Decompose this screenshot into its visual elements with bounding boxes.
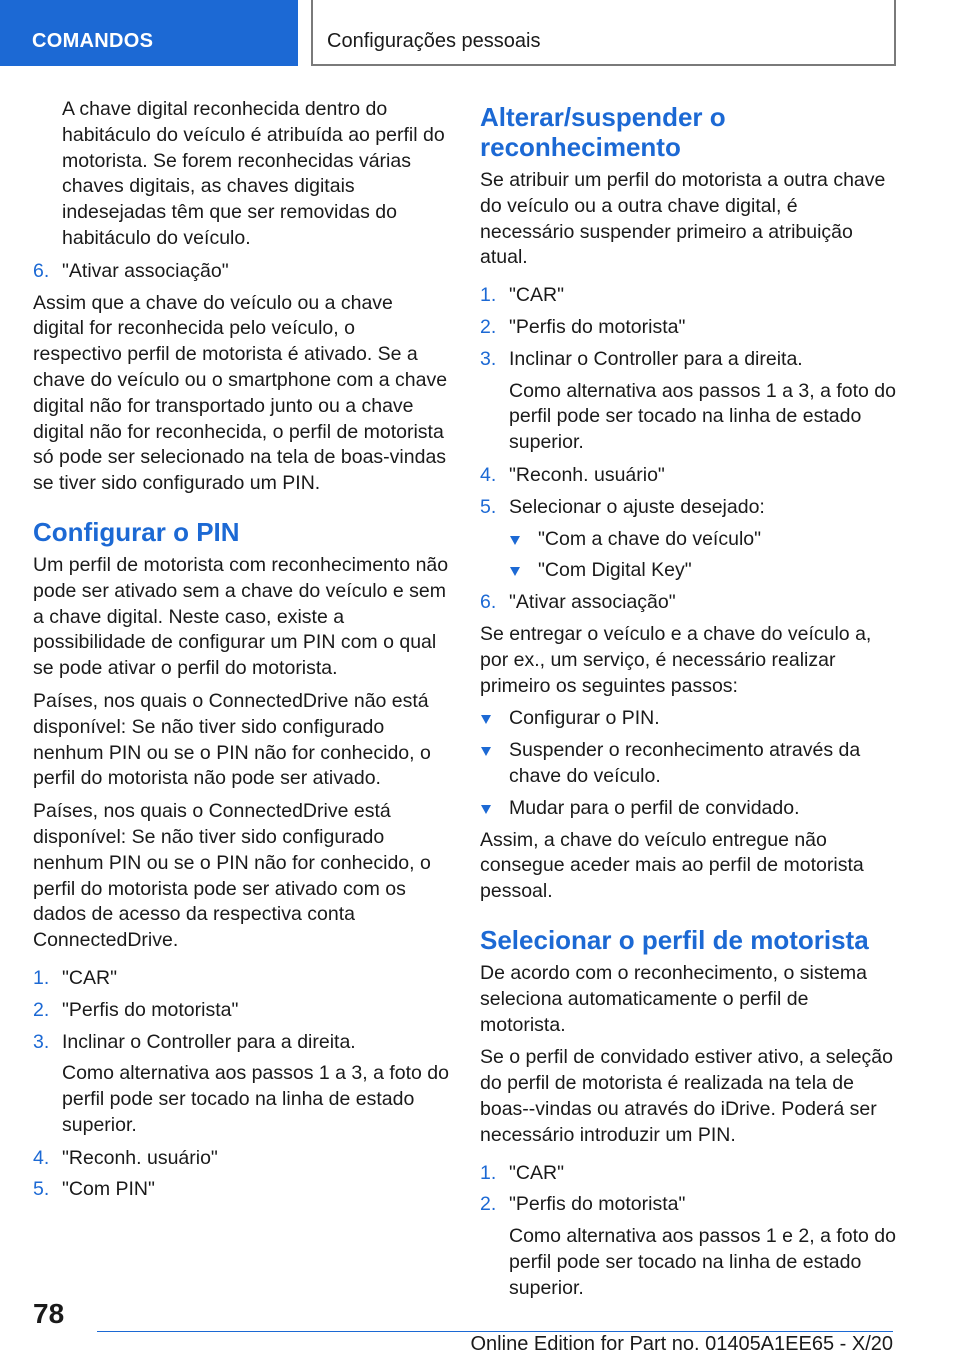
triangle-bullet-icon xyxy=(510,567,520,576)
step-item xyxy=(480,1161,896,1187)
paragraph: Se o perfil de convidado estiver ativo, a seleção do perfil de motorista é realizada na tela de boas--vindas ou através do iDrive. Poderá ser necessário introduzir um PIN. xyxy=(480,1046,893,1146)
step-text: "Reconh. usuário" xyxy=(509,463,665,486)
step-number: 2. xyxy=(480,1193,497,1216)
step-number: 6. xyxy=(480,591,497,614)
paragraph: De acordo com o reconhecimento, o sistema seleciona automaticamente o perfil de motorista. xyxy=(480,961,867,1036)
step-item xyxy=(480,495,896,521)
step-note: Como alternativa aos passos 1 a 3, a foto do perfil pode ser tocado na linha de estado superior. xyxy=(62,1062,449,1136)
sub-bullet-item xyxy=(480,558,896,584)
bullet-text: Mudar para o perfil de convidado. xyxy=(509,796,800,819)
step-number: 3. xyxy=(33,1030,50,1053)
triangle-bullet-icon xyxy=(510,536,520,545)
paragraph: Se atribuir um perfil do motorista a outra chave do veículo ou a outra chave digital, é necessário suspender primeiro a atribuição atual. xyxy=(480,169,886,269)
section-heading-selecionar-perfil: Selecionar o perfil de motorista xyxy=(480,924,869,955)
step-text: "Perfis do motorista" xyxy=(62,998,239,1021)
step-number: 2. xyxy=(33,998,50,1021)
paragraph: Assim que a chave do veículo ou a chave digital for reconhecida pelo veículo, o respectivo perfil de motorista é ativado. Se a chave do veículo ou o smartphone com a chave digital não for transportado junto ou a chave digital não for reconhecida, o perfil de motorista só pode ser selecionado na tela de boas-vindas se tiver sido configurado um PIN. xyxy=(33,291,448,495)
step-item xyxy=(33,998,449,1024)
step-item xyxy=(33,1146,449,1172)
paragraph: Assim, a chave do veículo entregue não consegue aceder mais ao perfil de motorista pessoal. xyxy=(480,828,864,903)
step-number: 5. xyxy=(33,1178,50,1201)
step-text: "Perfis do motorista" xyxy=(509,1193,686,1216)
step-text: Inclinar o Controller para a direita. xyxy=(62,1030,356,1053)
intro-note: A chave digital reconhecida dentro do habitáculo do veículo é atribuída ao perfil do motorista. Se forem reconhecidas várias chaves digitais, as chaves digitais indesejadas têm que ser removidas do habitáculo do veículo. xyxy=(62,98,445,249)
page-number: 78 xyxy=(33,1298,65,1329)
step-item xyxy=(480,283,896,309)
step-text: "CAR" xyxy=(509,284,565,307)
paragraph: Um perfil de motorista com reconhecimento não pode ser ativado sem a chave do veículo e sem a chave digital. Neste caso, existe a possibilidade de configurar um PIN com o qual se pode ativar o perfil do motorista. xyxy=(33,553,449,680)
step-text: Selecionar o ajuste desejado: xyxy=(509,495,765,518)
edition-footer: Online Edition for Part no. 01405A1EE65 - X/20 xyxy=(470,1333,893,1355)
step-item xyxy=(33,259,449,285)
section-tab: COMANDOS xyxy=(0,0,298,66)
step-list xyxy=(480,1161,896,1302)
bullet-item xyxy=(480,738,896,790)
paragraph: Países, nos quais o ConnectedDrive está disponível: Se não tiver sido configurado nenhum PIN ou se o PIN não for conhecido, o perfil do motorista pode ser ativado com os dados de acesso da respectiva conta ConnectedDrive. xyxy=(33,800,431,952)
section-heading-alterar-suspender: Alterar/suspender o reconhecimento xyxy=(480,102,726,162)
step-number: 4. xyxy=(480,463,497,486)
step-text: "Ativar associação" xyxy=(509,591,676,614)
step-item xyxy=(480,590,896,616)
step-text: "Perfis do motorista" xyxy=(509,315,686,338)
step-number: 3. xyxy=(480,347,497,370)
triangle-bullet-icon xyxy=(481,715,491,724)
step-item xyxy=(480,463,896,489)
bullet-item xyxy=(480,706,896,732)
step-number: 5. xyxy=(480,495,497,518)
step-number: 2. xyxy=(480,315,497,338)
step-item xyxy=(480,1192,896,1218)
step-item xyxy=(33,966,449,992)
bullet-text: "Com a chave do veículo" xyxy=(538,527,762,550)
left-column xyxy=(33,97,449,1209)
page-header xyxy=(0,0,960,66)
step-text: "Ativar associação" xyxy=(62,259,229,282)
paragraph: Se entregar o veículo e a chave do veículo a, por ex., um serviço, é necessário realizar primeiro os seguintes passos: xyxy=(480,622,872,697)
bullet-text: "Com Digital Key" xyxy=(538,559,692,582)
step-item xyxy=(33,1177,449,1203)
right-column xyxy=(480,97,896,1308)
step-note: Como alternativa aos passos 1 e 2, a foto do perfil pode ser tocado na linha de estado superior. xyxy=(509,1225,896,1299)
step-note: Como alternativa aos passos 1 a 3, a foto do perfil pode ser tocado na linha de estado superior. xyxy=(509,379,896,454)
bullet-text: Suspender o reconhecimento através da chave do veículo. xyxy=(509,739,861,787)
bullet-text: Configurar o PIN. xyxy=(509,707,660,730)
step-item xyxy=(480,347,896,373)
chapter-title: Configurações pessoais xyxy=(311,0,896,66)
step-text: "Com PIN" xyxy=(62,1178,155,1201)
step-item xyxy=(480,315,896,341)
triangle-bullet-icon xyxy=(481,805,491,814)
paragraph: Países, nos quais o ConnectedDrive não está disponível: Se não tiver sido configurado nenhum PIN ou se o PIN não for conhecido, o perfil do motorista não pode ser ativado. xyxy=(33,689,431,790)
footer-divider xyxy=(97,1331,893,1332)
step-text: "CAR" xyxy=(509,1161,565,1184)
sub-bullet-item xyxy=(480,527,896,553)
step-text: "Reconh. usuário" xyxy=(62,1146,218,1169)
step-number: 4. xyxy=(33,1146,50,1169)
step-text: "CAR" xyxy=(62,966,118,989)
step-number: 1. xyxy=(480,1161,497,1184)
step-list xyxy=(480,283,896,616)
step-number: 1. xyxy=(480,284,497,307)
step-number: 1. xyxy=(33,966,50,989)
step-list xyxy=(33,966,449,1203)
section-heading-configurar-pin: Configurar o PIN xyxy=(33,516,240,547)
step-item xyxy=(33,1030,449,1056)
step-number: 6. xyxy=(33,259,50,282)
bullet-item xyxy=(480,796,896,822)
step-text: Inclinar o Controller para a direita. xyxy=(509,347,803,370)
triangle-bullet-icon xyxy=(481,747,491,756)
